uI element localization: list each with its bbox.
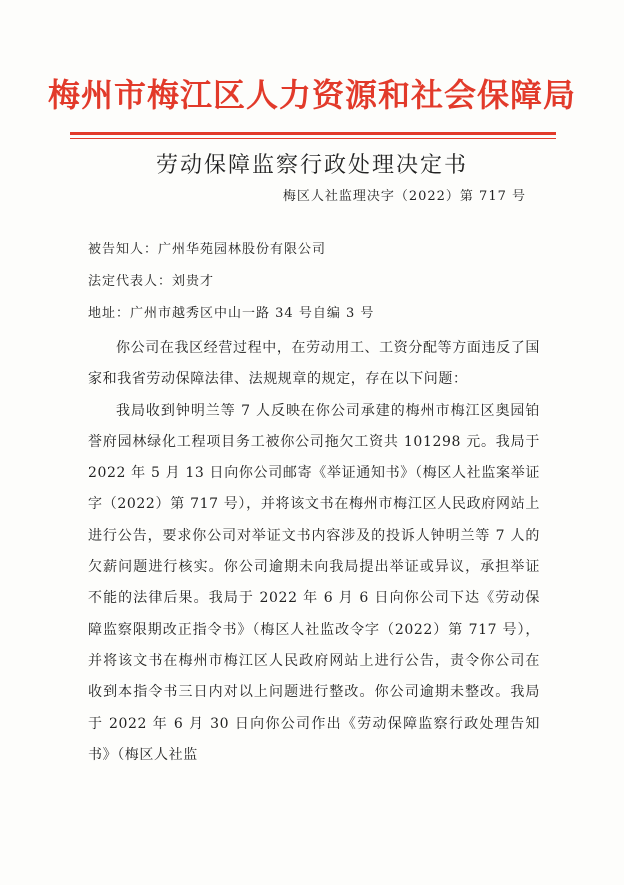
respondent-line xyxy=(88,238,326,257)
respondent-label: 被告知人： xyxy=(88,242,159,257)
respondent-value: 广州华苑园林股份有限公司 xyxy=(158,242,327,257)
legal-rep-line xyxy=(88,270,214,289)
address-label: 地址： xyxy=(88,306,131,321)
red-header-rule-thin xyxy=(70,138,556,139)
body-paragraph-facts: 我局收到钟明兰等 7 人反映在你公司承建的梅州市梅江区奥园铂誉府园林绿化工程项目务工被你公司拖欠工资共 101298 元。我局于 2022 年 5 月 13 日向你公司邮寄《举证通知书》（梅区人社监案举证字（2022）第 717 号），并将该文书在梅州市梅江区人民政府网站上进行公告，要求你公司对举证文书内容涉及的投诉人钟明兰等 7 人的欠薪问题进行核实。你公司逾期未向我局提出举证或异议，承担举证不能的法律后果。我局于 2022 年 6 月 6 日向你公司下达《劳动保障监察限期改正指令书》（梅区人社监改令字（2022）第 717 号），并将该文书在梅州市梅江区人民政府网站上进行公告，责令你公司在收到本指令书三日内对以上问题进行整改。你公司逾期未整改。我局于 2022 年 6 月 30 日向你公司作出《劳动保障监察行政处理告知书》（梅区人社监 xyxy=(88,402,540,763)
issuing-organization: 梅州市梅江区人力资源和社会保障局 xyxy=(47,76,576,114)
address-value: 广州市越秀区中山一路 34 号自编 3 号 xyxy=(130,306,375,321)
legal-rep-value: 刘贵才 xyxy=(172,274,215,289)
body-paragraph-intro: 你公司在我区经营过程中，在劳动用工、工资分配等方面违反了国家和我省劳动保障法律、法规规章的规定，存在以下问题： xyxy=(88,340,540,388)
legal-rep-label: 法定代表人： xyxy=(88,274,173,289)
document-title: 劳动保障监察行政处理决定书 xyxy=(155,153,468,178)
document-number: 梅区人社监理决字（2022）第 717 号 xyxy=(282,189,526,204)
decision-body xyxy=(88,333,540,771)
address-line xyxy=(88,302,374,321)
red-header-rule-thick xyxy=(70,132,556,135)
